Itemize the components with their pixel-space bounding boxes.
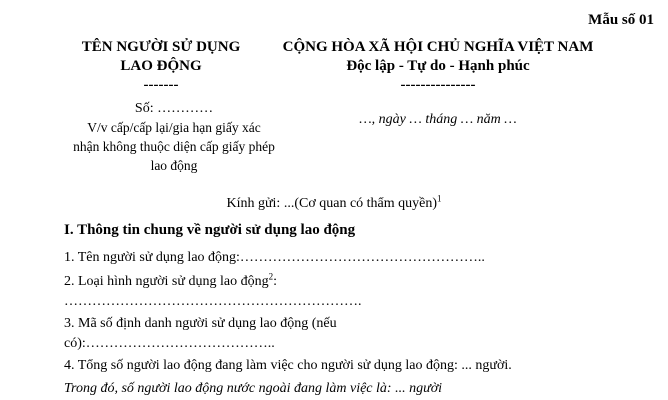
state-separator: --------------- [400,77,476,93]
field-employer-type-colon: : [273,274,277,289]
field-employer-type-label: 2. Loại hình người sử dụng lao động [64,274,269,289]
addressee-text: Kính gửi: ...(Cơ quan có thẩm quyền) [226,196,438,211]
field-employer-type [64,271,277,290]
place-date-line: …, ngày … tháng … năm … [359,112,517,127]
field-total-workers: 4. Tổng số người lao động đang làm việc cho người sử dụng lao động: ... người. [64,358,512,373]
form-number: Mẫu số 01 [588,12,654,28]
addressee-line [0,193,668,212]
employer-separator: ------- [143,77,179,93]
document-subject [56,118,292,175]
national-title: CỘNG HÒA XÃ HỘI CHỦ NGHĨA VIỆT NAM [282,39,594,55]
state-header [278,38,598,95]
field-foreign-workers: Trong đó, số người lao động nước ngoài đang làm việc là: ... người [64,381,443,396]
field-employer-id-dots: có):………………………………….. [64,336,275,351]
subject-line3: lao động [150,158,198,173]
subject-line2: nhận không thuộc diện cấp giấy phép [73,139,275,154]
document-reference-block [56,100,292,175]
footnote-marker: 2 [268,271,274,282]
national-motto: Độc lập - Tự do - Hạnh phúc [346,58,530,74]
document-number: Số: ………… [134,101,214,116]
employer-name-line2: LAO ĐỘNG [120,58,202,74]
field-employer-id: 3. Mã số định danh người sử dụng lao động (nếu [64,316,337,331]
field-employer-type-dots: ………………………………………………………. [64,294,362,309]
employer-name-line1: TÊN NGƯỜI SỬ DỤNG [81,39,241,55]
employer-header [56,38,266,95]
footnote-marker: 1 [437,193,442,204]
field-employer-name: 1. Tên người sử dụng lao động:…………………………………………….. [64,250,485,265]
section-title: I. Thông tin chung về người sử dụng lao động [64,222,356,238]
subject-line1: V/v cấp/cấp lại/gia hạn giấy xác [87,120,261,135]
